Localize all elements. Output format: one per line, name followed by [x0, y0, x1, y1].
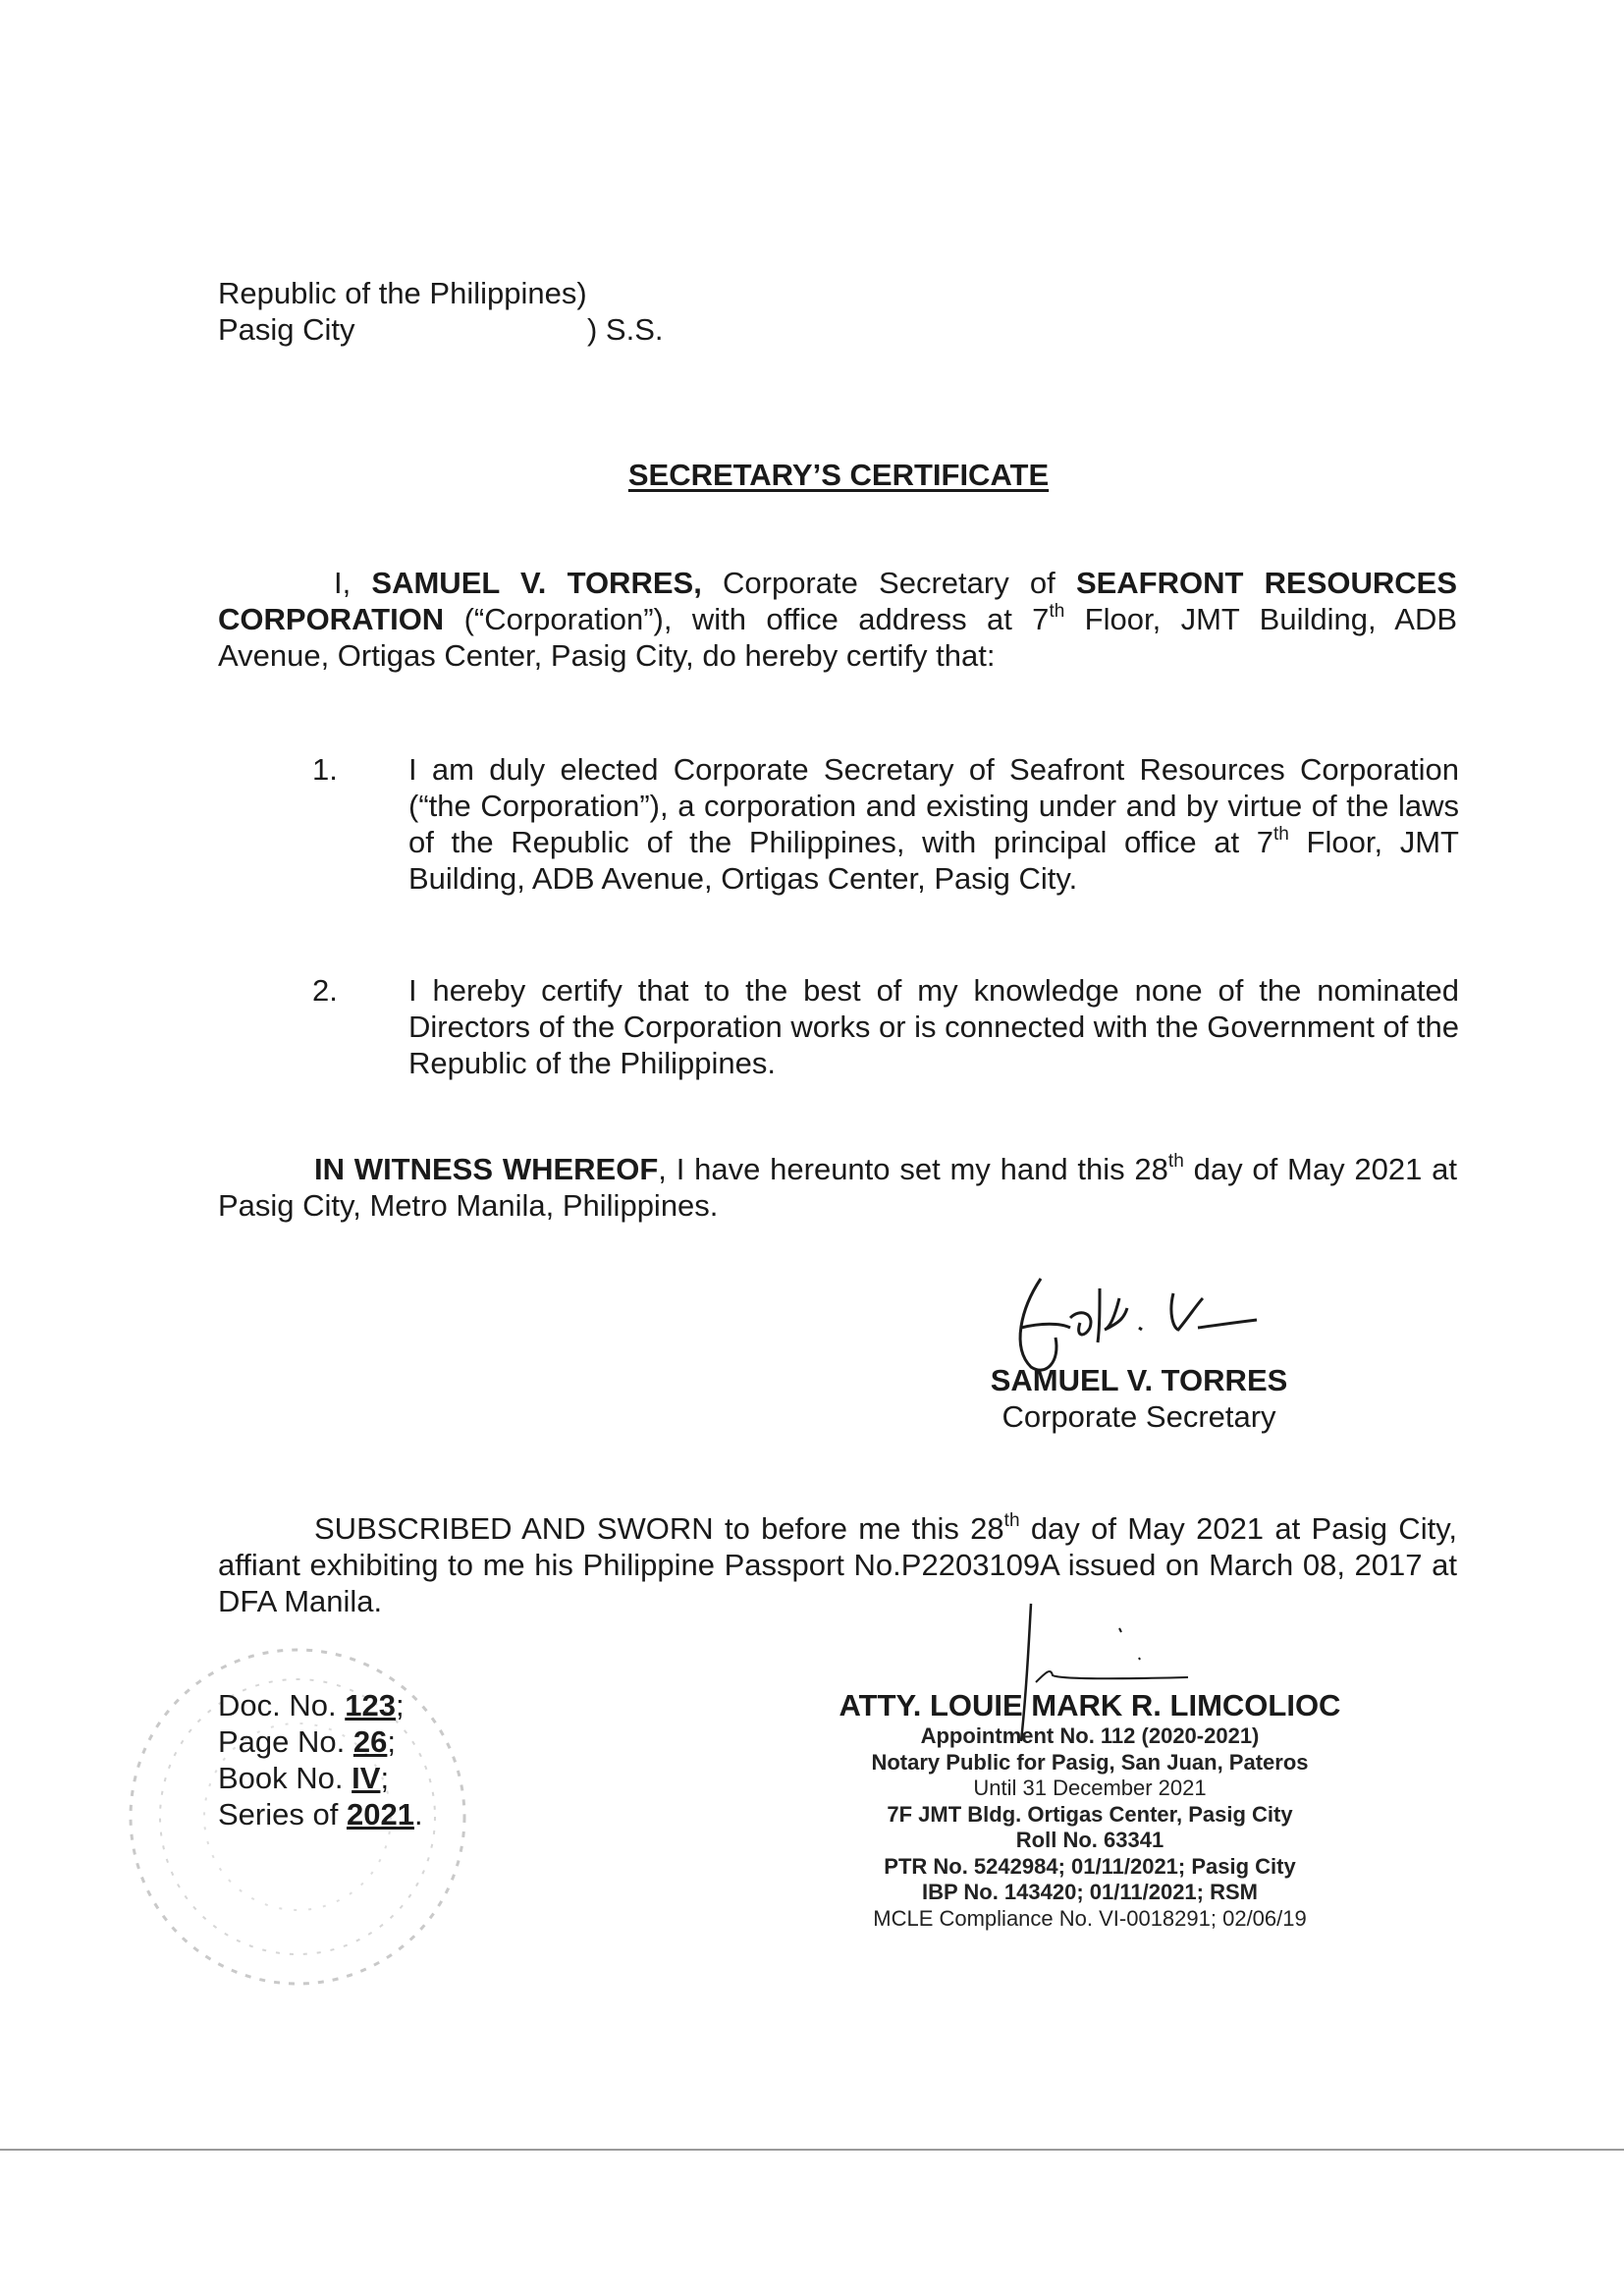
document-title: [0, 457, 1624, 493]
venue-block: [218, 275, 664, 348]
notary-commission: Notary Public for Pasig, San Juan, Pateros: [871, 1749, 1309, 1775]
intro-text-3: (“Corporation”), with office address at 7: [444, 602, 1050, 636]
list-item-number: 1.: [312, 752, 338, 787]
venue-city-line: [218, 311, 664, 348]
venue-ss: ) S.S.: [587, 312, 664, 347]
notary-address: 7F JMT Bldg. Ortigas Center, Pasig City: [887, 1801, 1293, 1827]
witness-sup: th: [1167, 1150, 1184, 1172]
notary-appointment: Appointment No. 112 (2020-2021): [920, 1723, 1260, 1748]
notary-block: [815, 1687, 1365, 1932]
scan-edge-line: [0, 2149, 1624, 2151]
series-row: Series of 2021.: [218, 1797, 423, 1831]
doc-no-row: Doc. No. 123;: [218, 1688, 405, 1722]
intro-text-4: Floor, JMT Building, ADB Avenue, Ortigas Center, Pasig City, do hereby certify that:: [218, 602, 1458, 673]
jurat-text-2: day of May 2021 at Pasig City, affiant exhibiting to me his Philippine Passport No.P2203109A issued on March 08, 2017 at DFA Manila.: [218, 1511, 1458, 1618]
notarial-register: [218, 1687, 423, 1832]
jurat-sup: th: [1003, 1509, 1020, 1531]
list-item: [312, 972, 1459, 1081]
intro-sup: th: [1049, 600, 1065, 622]
item1-text-1: I am duly elected Corporate Secretary of Seafront Resources Corporation (“the Corporation”), a corporation and existing under and by virtue of the laws of the Republic of the Philippines, with principal office at 7: [408, 752, 1459, 859]
doc-no-value: 123: [345, 1688, 396, 1722]
item2-text: I hereby certify that to the best of my knowledge none of the nominated Directors of the Corporation works or is connected with the Government of the Republic of the Philippines.: [408, 973, 1459, 1080]
witness-lead: IN WITNESS WHEREOF: [314, 1152, 659, 1186]
list-item-number: 2.: [312, 973, 338, 1008]
document-title-text: SECRETARY’S CERTIFICATE: [627, 458, 1050, 492]
page-no-label: Page No.: [218, 1724, 346, 1759]
witness-text-2: day of May 2021 at Pasig City, Metro Manila, Philippines.: [218, 1152, 1458, 1223]
signer-block: [972, 1362, 1306, 1435]
intro-text-1: I,: [334, 566, 372, 600]
list-item-text: [408, 751, 1459, 897]
corporation-name: SEAFRONT RESOURCES CORPORATION: [218, 566, 1457, 636]
signer-name: SAMUEL V. TORRES: [990, 1363, 1288, 1397]
series-label: Series of: [218, 1797, 339, 1831]
notary-name: ATTY. LOUIE MARK R. LIMCOLIOC: [839, 1688, 1341, 1722]
intro-paragraph: [218, 565, 1457, 674]
signer-title: Corporate Secretary: [1001, 1399, 1276, 1434]
venue-country: Republic of the Philippines): [218, 276, 587, 310]
list-item-text: [408, 972, 1459, 1081]
book-no-row: Book No. IV;: [218, 1761, 390, 1795]
notary-ptr: PTR No. 5242984; 01/11/2021; Pasig City: [884, 1853, 1296, 1879]
page-no-value: 26: [352, 1724, 388, 1759]
book-no-label: Book No.: [218, 1761, 344, 1795]
witness-paragraph: [218, 1151, 1457, 1224]
doc-no-label: Doc. No.: [218, 1688, 337, 1722]
secretary-signature: [1001, 1269, 1276, 1377]
series-value: 2021: [346, 1797, 414, 1831]
notary-ibp: IBP No. 143420; 01/11/2021; RSM: [921, 1880, 1258, 1904]
item1-text-2: Floor, JMT Building, ADB Avenue, Ortigas Center, Pasig City.: [408, 825, 1459, 896]
jurat-paragraph: [218, 1510, 1457, 1619]
item1-sup: th: [1273, 823, 1289, 845]
notary-until: Until 31 December 2021: [973, 1776, 1207, 1800]
intro-text-2: Corporate Secretary of: [701, 566, 1076, 600]
list-item: [312, 751, 1459, 897]
notary-roll: Roll No. 63341: [1015, 1828, 1164, 1852]
venue-city: Pasig City: [218, 312, 355, 347]
jurat-text-1: SUBSCRIBED AND SWORN to before me this 28: [314, 1511, 1004, 1546]
page-no-row: Page No. 26;: [218, 1724, 396, 1759]
secretary-name-inline: SAMUEL V. TORRES,: [371, 566, 702, 600]
book-no-value: IV: [352, 1761, 381, 1795]
witness-text-1: , I have hereunto set my hand this 28: [658, 1152, 1168, 1186]
notary-mcle: MCLE Compliance No. VI-0018291; 02/06/19: [873, 1905, 1307, 1931]
